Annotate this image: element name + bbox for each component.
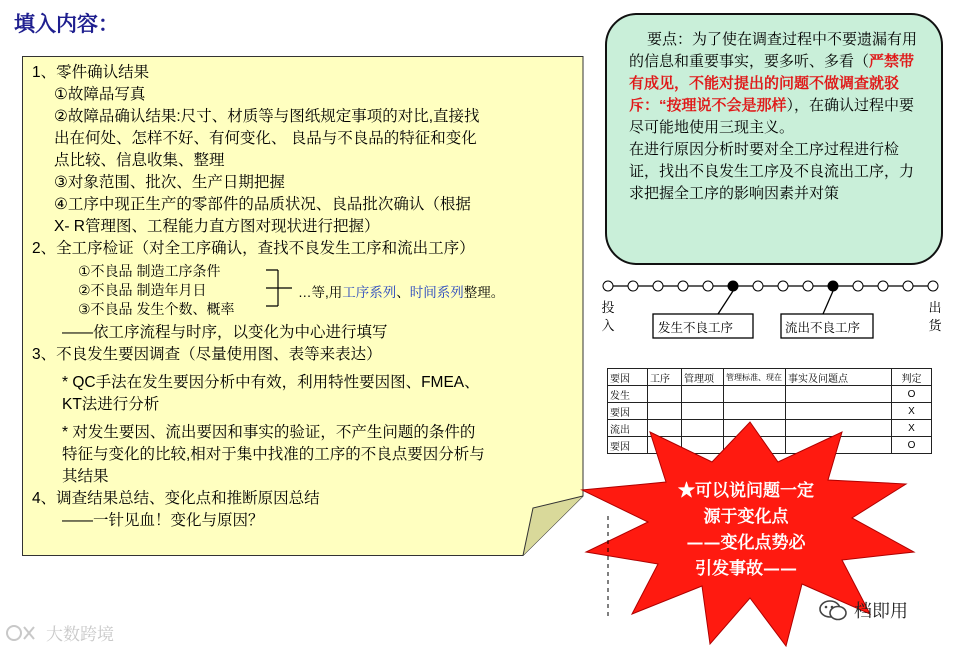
defect-condition-2: ②不良品 制造年月日 (78, 282, 207, 298)
verification-note-cont2: 其结果 (62, 468, 109, 485)
qc-method-note-cont: KT法进行分析 (62, 396, 160, 413)
table-header: 事实及问题点 (786, 369, 892, 386)
watermark-logo-icon (4, 623, 42, 643)
occur-process-label: 发生不良工序 (658, 320, 734, 335)
judgement-cell: X (892, 403, 932, 420)
wechat-account (818, 597, 908, 623)
verification-note: * 对发生要因、流出要因和事实的验证，不产生问题的条件的 (62, 424, 476, 441)
section-2-heading: 2、全工序检证（对全工序确认，查找不良发生工序和流出工序） (32, 240, 475, 257)
item-photo: ①故障品写真 (54, 86, 146, 103)
judgement-cell: O (892, 386, 932, 403)
verification-note-cont: 特征与变化的比较,相对于集中找准的工序的不良点要因分析与 (62, 446, 485, 463)
section-1-heading: 1、零件确认结果 (32, 64, 150, 81)
process-flow-diagram (598, 272, 948, 364)
watermark-text: 大数跨境 (46, 625, 114, 644)
defect-condition-3: ③不良品 发生个数、概率 (78, 301, 235, 317)
judgement-cell: X (892, 420, 932, 437)
wechat-name: 档即用 (854, 601, 908, 621)
qc-method-note: * QC手法在发生要因分析中有效，利用特性要因图、FMEA、 (62, 374, 480, 391)
defect-condition-1: ①不良品 制造工序条件 (78, 263, 221, 279)
key-point-2: 在进行原因分析时要对全工序过程进行检证，找出不良发生工序及不良流出工序，力求把握全工序的影响因素并对策 (629, 141, 915, 202)
star-callout-text: ★可以说问题一定 源于变化点 ——变化点势必 引发事故—— (678, 481, 814, 579)
table-header: 判定 (892, 369, 932, 386)
row-label: 发生 (608, 386, 648, 403)
table-row (608, 403, 932, 420)
row-label: 流出 (608, 420, 648, 437)
outflow-process-label: 流出不良工序 (785, 320, 861, 335)
table-header: 要因 (608, 369, 648, 386)
watermark (4, 620, 114, 645)
table-row (608, 386, 932, 403)
table-header: 工序 (648, 369, 682, 386)
summary-note: ——一针见血！变化与原因？ (62, 512, 264, 529)
series-note: …等,用工序系列、时间系列整理。 (298, 285, 505, 300)
page-title: 填入内容： (14, 11, 119, 36)
input-label: 投入 (601, 301, 615, 334)
content-note-box (22, 56, 584, 556)
section-4-heading: 4、调查结果总结、变化点和推断原因总结 (32, 490, 320, 507)
table-header: 管理项 (682, 369, 724, 386)
item-confirm-result-cont2: 点比较、信息收集、整理 (54, 152, 225, 169)
row-label: 要因 (608, 403, 648, 420)
row-label: 要因 (608, 437, 648, 454)
item-confirm-result: ②故障品确认结果:尺寸、材质等与图纸规定事项的对比,直接找 (54, 108, 480, 125)
table-header: 管理标准、现在 (724, 369, 786, 386)
process-flow-note: ——依工序流程与时序，以变化为中心进行填写 (62, 324, 388, 341)
item-quality-status-cont: X- R管理图、工程能力直方图对现状进行把握） (54, 218, 380, 235)
item-confirm-result-cont: 出在何处、怎样不好、有何变化、 良品与不良品的特征和变化 (54, 130, 477, 147)
item-quality-status: ④工序中现正生产的零部件的品质状况、良品批次确认（根据 (54, 196, 471, 213)
key-points-box (605, 13, 943, 265)
table-header-row (608, 369, 932, 386)
key-point-1: 要点：为了使在调查过程中不要遗漏有用的信息和重要事实，要多听、多看（严禁带有成见，不能对提出的问题不做调查就驳斥：“按理说不会是那样），在确认过程中要尽可能地使用三现主义。 (629, 31, 918, 136)
judgement-cell: O (892, 437, 932, 454)
defect-conditions-group (32, 260, 577, 322)
output-label: 出货 (928, 301, 942, 334)
bracket-connector (264, 266, 294, 316)
item-scope: ③对象范围、批次、生产日期把握 (54, 174, 285, 191)
wechat-icon (818, 599, 848, 621)
section-3-heading: 3、不良发生要因调查（尽量使用图、表等来表达） (32, 346, 382, 363)
